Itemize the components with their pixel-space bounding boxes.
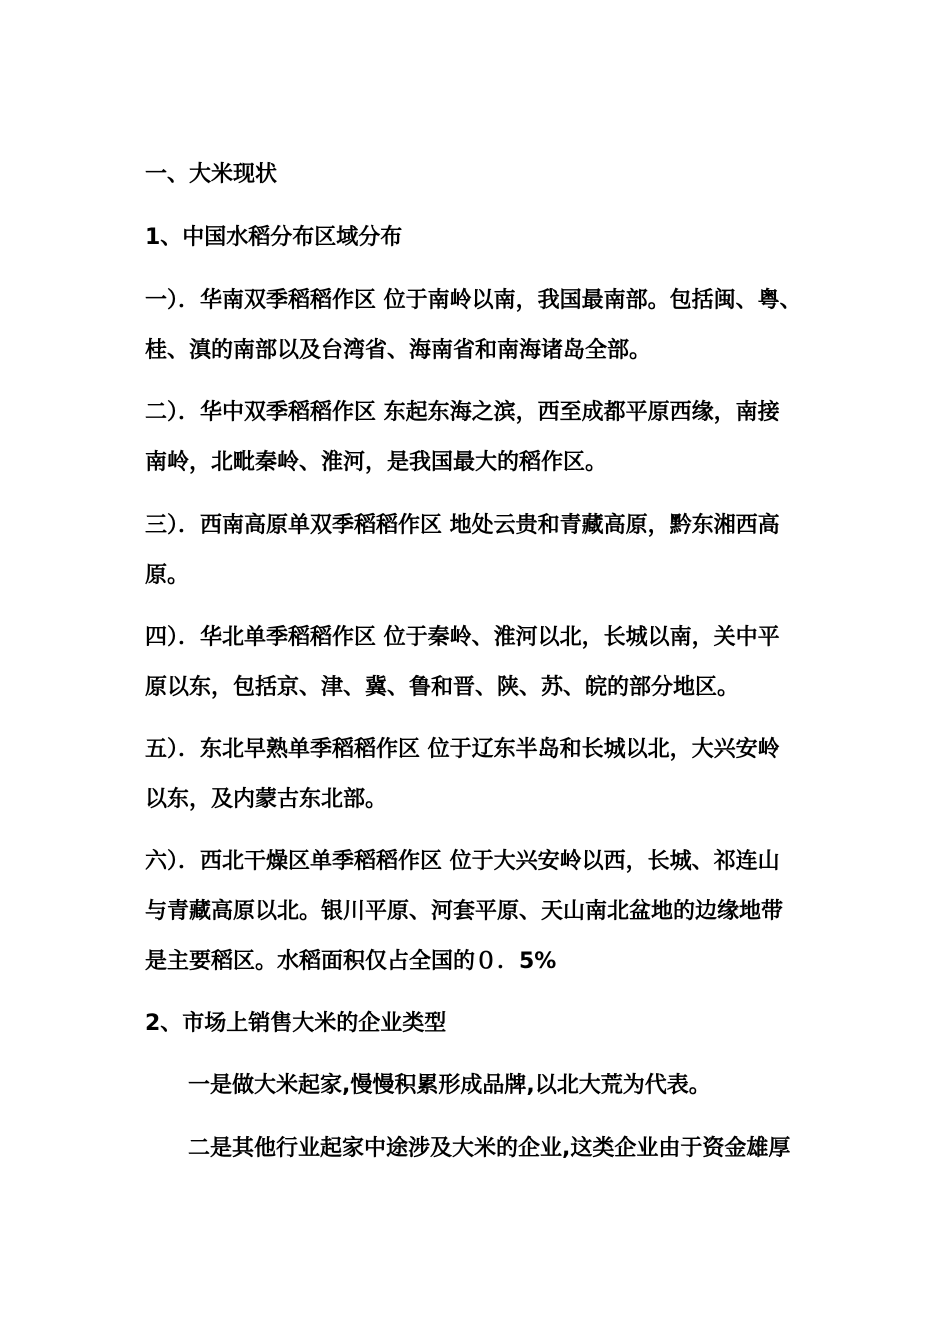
region-6-line-3: 是主要稻区。水稻面积仅占全国的０．5% xyxy=(145,949,557,974)
enterprise-type-1: 一是做大米起家,慢慢积累形成品牌,以北大荒为代表。 xyxy=(188,1073,711,1098)
region-5-line-1: 五）．东北早熟单季稻稻作区 位于辽东半岛和长城以北，大兴安岭 xyxy=(145,737,780,762)
enterprise-type-2: 二是其他行业起家中途涉及大米的企业,这类企业由于资金雄厚 xyxy=(188,1136,791,1161)
region-6-line-1: 六）．西北干燥区单季稻稻作区 位于大兴安岭以西，长城、祁连山 xyxy=(145,849,780,874)
region-6-line-2: 与青藏高原以北。银川平原、河套平原、天山南北盆地的边缘地带 xyxy=(145,899,784,924)
region-4-line-1: 四）．华北单季稻稻作区 位于秦岭、淮河以北，长城以南，关中平 xyxy=(145,625,780,650)
region-1-line-1: 一）．华南双季稻稻作区 位于南岭以南，我国最南部。包括闽、粤、 xyxy=(145,288,802,313)
region-3-line-1: 三）．西南高原单双季稻稻作区 地处云贵和青藏高原，黔东湘西高 xyxy=(145,513,780,538)
region-3-line-2: 原。 xyxy=(145,563,190,588)
region-2-line-1: 二）．华中双季稻稻作区 东起东海之滨，西至成都平原西缘，南接 xyxy=(145,400,780,425)
section-title-enterprise-types: 2、市场上销售大米的企业类型 xyxy=(145,1011,447,1036)
section-title-distribution: 1、中国水稻分布区域分布 xyxy=(145,225,403,250)
region-1-line-2: 桂、滇的南部以及台湾省、海南省和南海诸岛全部。 xyxy=(145,338,652,363)
region-5-line-2: 以东，及内蒙古东北部。 xyxy=(145,787,388,812)
region-4-line-2: 原以东，包括京、津、冀、鲁和晋、陕、苏、皖的部分地区。 xyxy=(145,675,740,700)
heading-rice-status: 一、大米现状 xyxy=(145,162,278,187)
region-2-line-2: 南岭，北毗秦岭、淮河，是我国最大的稻作区。 xyxy=(145,450,608,475)
